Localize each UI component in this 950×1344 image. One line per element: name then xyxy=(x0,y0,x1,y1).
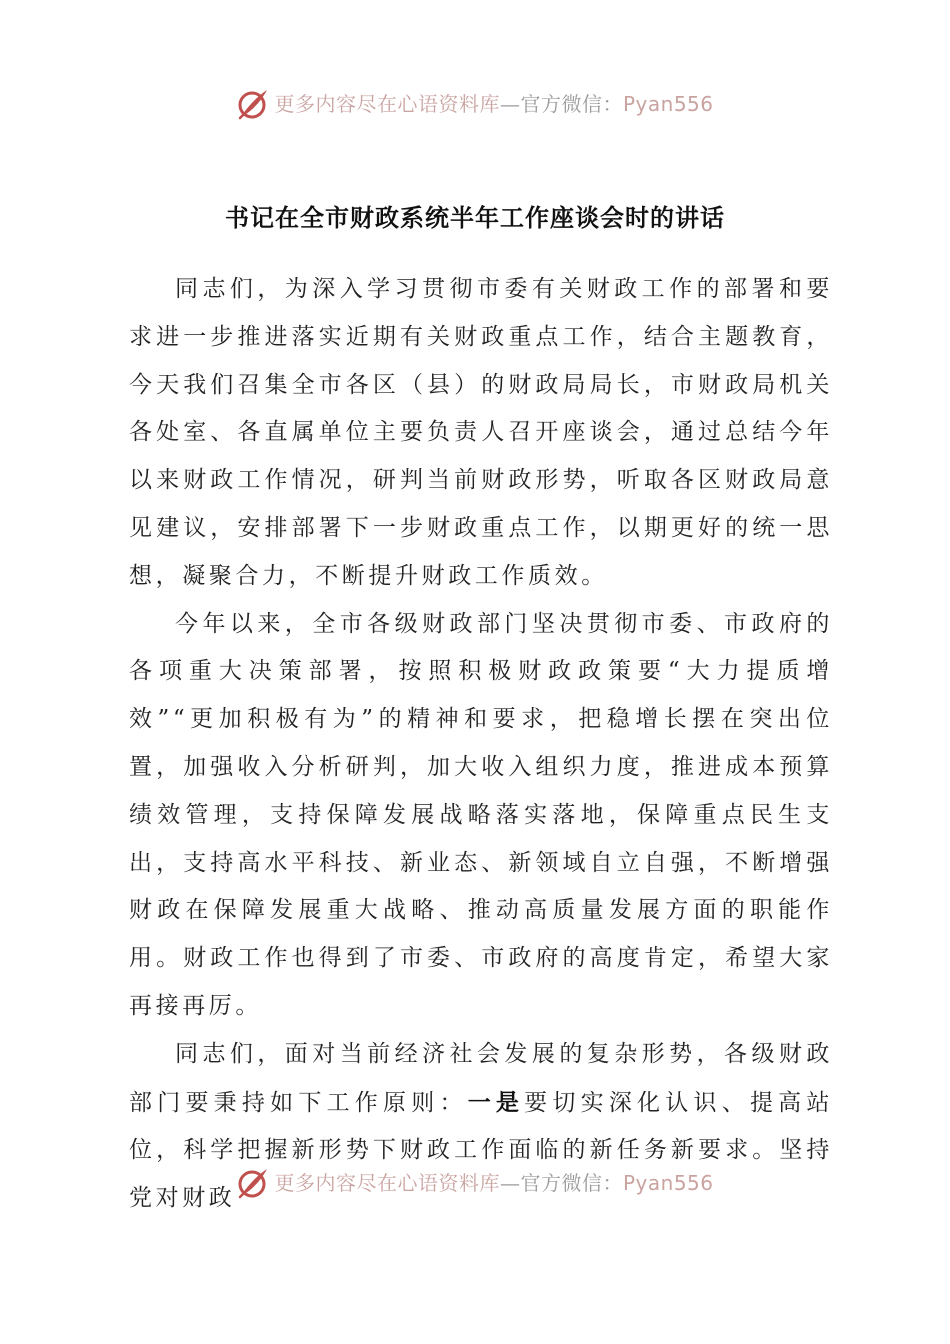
banner-text-part1: 更多内容尽在心语资料库 xyxy=(274,1171,500,1195)
banner-text-part3: Pyan556 xyxy=(622,1171,714,1195)
watermark-banner-top xyxy=(0,84,950,124)
paragraph-2: 今年以来，全市各级财政部门坚决贯彻市委、市政府的各项重大决策部署，按照积极财政政策要“大力提质增效”“更加积极有为”的精神和要求，把稳增长摆在突出位置，加强收入分析研判，加大收入组织力度，推进成本预算绩效管理，支持保障发展战略落实落地，保障重点民生支出，支持高水平科技、新业态、新领域自立自强，不断增强财政在保障发展重大战略、推动高质量发展方面的职能作用。财政工作也得到了市委、市政府的高度肯定，希望大家再接再厉。 xyxy=(129,610,833,1019)
banner-text-part1: 更多内容尽在心语资料库 xyxy=(274,92,500,116)
quill-logo-icon xyxy=(236,1166,270,1200)
banner-text xyxy=(274,1163,713,1203)
paragraph-1: 同志们，为深入学习贯彻市委有关财政工作的部署和要求进一步推进落实近期有关财政重点工作，结合主题教育，今天我们召集全市各区（县）的财政局局长，市财政局机关各处室、各直属单位主要负责人召开座谈会，通过总结今年以来财政工作情况，研判当前财政形势，听取各区财政局意见建议，安排部署下一步财政重点工作，以期更好的统一思想，凝聚合力，不断提升财政工作质效。 xyxy=(129,276,833,589)
quill-logo-icon xyxy=(236,87,270,121)
document-title: 书记在全市财政系统半年工作座谈会时的讲话 xyxy=(225,203,725,232)
paragraph-3-before: 同志们，面对当前经济社会发展的复杂形势，各级财政部门要秉持如下工作原则： xyxy=(129,1040,833,1116)
paragraph-3-bold: 一是 xyxy=(467,1088,525,1116)
paragraph-3-after: 要切实深化认识、提高站位，科学把握新形势下财政工作面临的新任务新要求。坚持党对财政 xyxy=(129,1089,833,1212)
banner-text-part2: —官方微信： xyxy=(499,92,623,116)
banner-text xyxy=(274,84,713,124)
banner-text-part2: —官方微信： xyxy=(499,1171,623,1195)
document-body xyxy=(129,266,833,1223)
watermark-banner-bottom xyxy=(0,1163,950,1203)
banner-text-part3: Pyan556 xyxy=(622,92,714,116)
